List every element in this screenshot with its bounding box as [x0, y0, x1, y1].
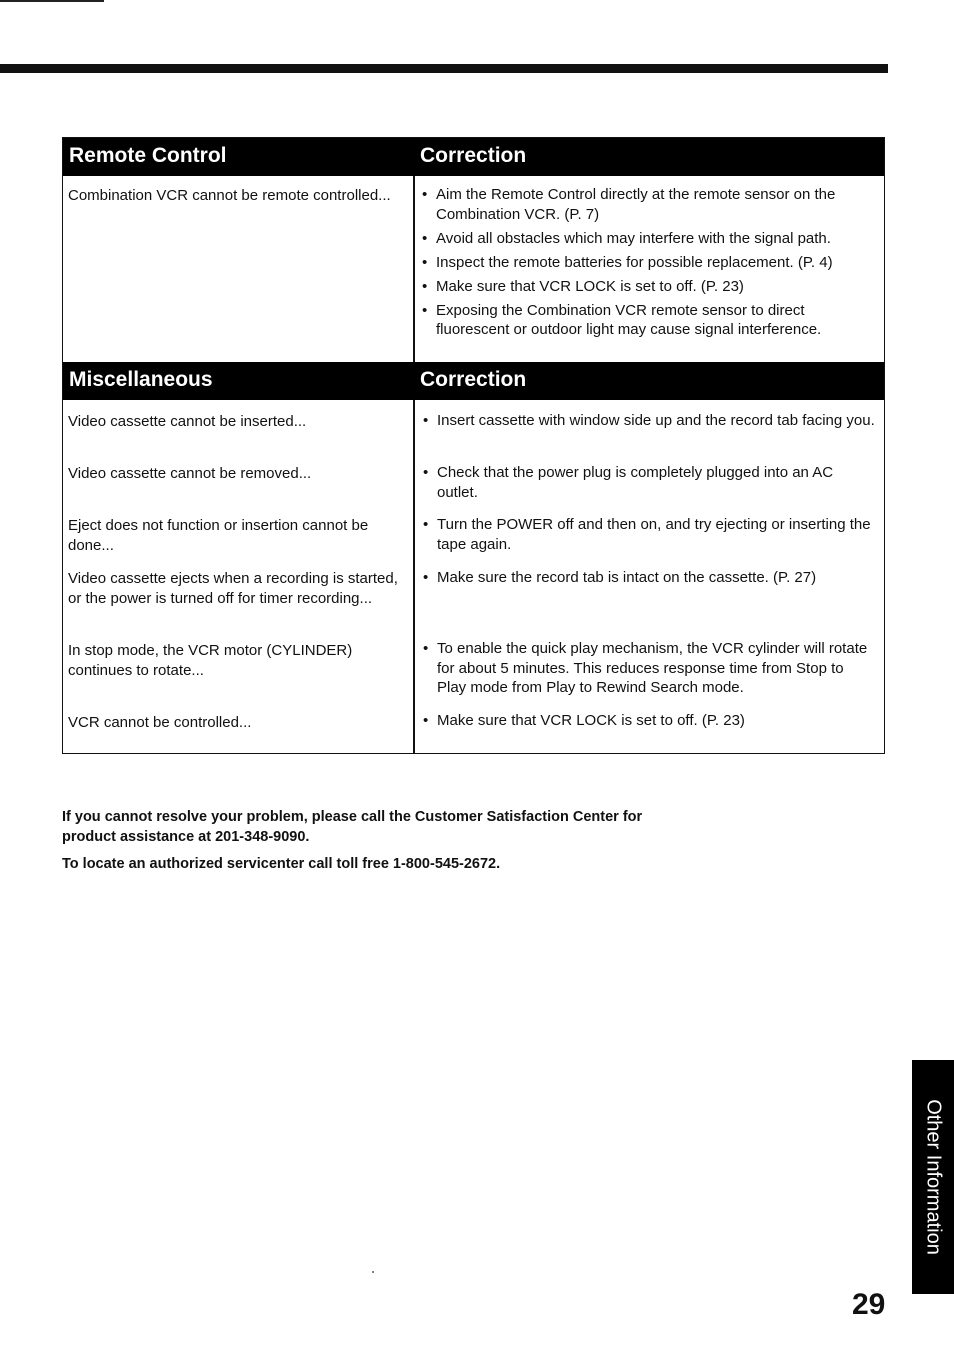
bullet-dot: • — [422, 186, 428, 203]
column-divider — [413, 138, 415, 753]
correction-item — [422, 253, 874, 273]
correction-item — [423, 463, 875, 502]
correction-text: Avoid all obstacles which may interfere with the signal path. — [436, 229, 831, 247]
scan-speck — [372, 1271, 374, 1273]
correction-item — [423, 568, 875, 588]
misc-correction — [423, 711, 875, 735]
correction-item — [422, 277, 874, 297]
correction-text: Inspect the remote batteries for possible replacement. (P. 4) — [436, 253, 833, 271]
support-note — [62, 808, 642, 847]
correction-text: Make sure that VCR LOCK is set to off. (P. 23) — [437, 712, 745, 729]
misc-problem: VCR cannot be controlled... — [68, 714, 252, 731]
correction-item — [422, 229, 874, 249]
bullet-dot: • — [423, 412, 429, 429]
remote-corrections — [422, 185, 874, 344]
bullet-dot: • — [423, 640, 429, 657]
support-line-2: product assistance at 201-348-9090. — [62, 828, 310, 845]
top-rule — [0, 64, 888, 73]
correction-text: Aim the Remote Control directly at the remote sensor on the Combination VCR. (P. 7) — [436, 186, 836, 223]
side-tab — [912, 1060, 954, 1294]
correction-text: Make sure that VCR LOCK is set to off. (P. 23) — [436, 277, 744, 295]
misc-correction — [423, 515, 875, 559]
bullet-dot: • — [422, 301, 428, 319]
correction-text: Check that the power plug is completely plugged into an AC outlet. — [437, 464, 834, 501]
misc-problem: Video cassette cannot be inserted... — [68, 413, 307, 430]
correction-title: Correction — [420, 144, 527, 167]
bullet-dot: • — [423, 516, 429, 533]
bullet-dot: • — [423, 569, 429, 586]
miscellaneous-header — [63, 362, 884, 400]
top-corner-rule — [0, 0, 104, 2]
correction-text: Turn the POWER off and then on, and try ejecting or inserting the tape again. — [437, 516, 871, 553]
correction-title: Correction — [420, 368, 527, 391]
remote-control-title: Remote Control — [69, 144, 227, 167]
bullet-dot: • — [423, 712, 429, 729]
misc-problem: Video cassette ejects when a recording is started, or the power is turned off for timer recording... — [68, 570, 398, 607]
correction-item — [422, 185, 874, 224]
correction-text: Make sure the record tab is intact on the cassette. (P. 27) — [437, 569, 817, 586]
correction-item — [423, 639, 875, 698]
misc-problem: Video cassette cannot be removed... — [68, 465, 312, 482]
bullet-dot: • — [422, 229, 428, 247]
misc-problem: In stop mode, the VCR motor (CYLINDER) continues to rotate... — [68, 642, 353, 679]
miscellaneous-title: Miscellaneous — [69, 368, 213, 391]
correction-item — [422, 301, 874, 340]
correction-item — [423, 411, 875, 431]
side-tab-label: Other Information — [922, 1099, 945, 1255]
misc-problem: Eject does not function or insertion cannot be done... — [68, 517, 369, 554]
misc-correction — [423, 568, 875, 592]
correction-item — [423, 515, 875, 554]
support-line-1: If you cannot resolve your problem, please call the Customer Satisfaction Center for — [62, 809, 643, 825]
correction-text: To enable the quick play mechanism, the VCR cylinder will rotate for about 5 minutes. This reduces response time from Stop to Play mode from Play to Rewind Search mode. — [437, 640, 868, 696]
remote-control-header — [63, 138, 884, 176]
bullet-dot: • — [422, 277, 428, 295]
correction-text: Exposing the Combination VCR remote sensor to direct fluorescent or outdoor light may cause signal interference. — [436, 301, 822, 338]
troubleshooting-table — [62, 137, 885, 754]
remote-problem: Combination VCR cannot be remote controlled... — [68, 187, 391, 204]
misc-correction — [423, 411, 875, 435]
misc-correction — [423, 463, 875, 507]
correction-item — [423, 711, 875, 731]
misc-correction — [423, 639, 875, 702]
correction-text: Insert cassette with window side up and the record tab facing you. — [437, 412, 875, 429]
service-note: To locate an authorized servicenter call toll free 1-800-545-2672. — [62, 856, 501, 872]
page-number: 29 — [852, 1288, 886, 1321]
bullet-dot: • — [422, 253, 428, 271]
bullet-dot: • — [423, 464, 429, 481]
